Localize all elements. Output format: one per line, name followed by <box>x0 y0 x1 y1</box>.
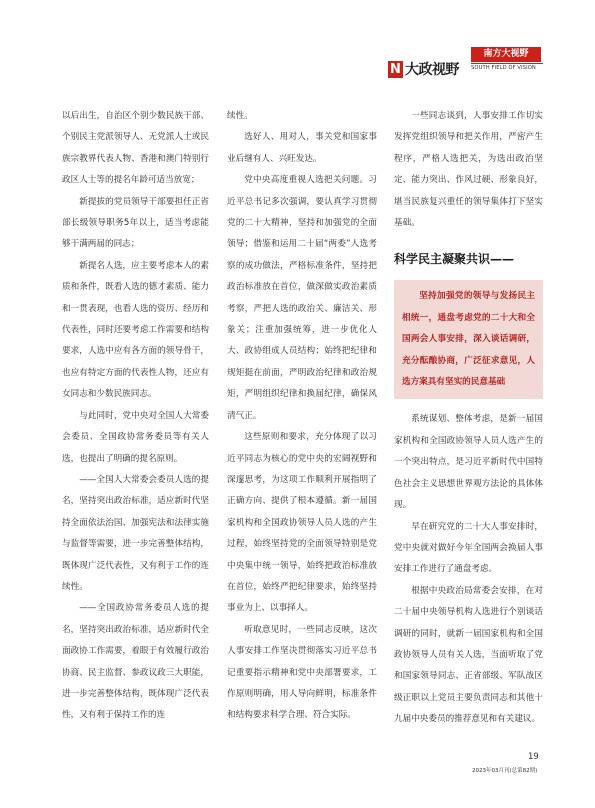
paragraph: 与此同时，党中央对全国人大常委会委员、全国政协常务委员等有关人选，也提出了明确的提名原则。 <box>62 410 209 464</box>
highlight-summary-box <box>394 280 543 399</box>
text-column-2 <box>227 106 377 727</box>
highlight-text: 坚持加强党的领导与发扬民主相统一，通盘考虑党的二十大和全国两会人事安排，深入谈话调研，充分酝酿协商，广泛征求意见，人选方案具有坚实的民意基础 <box>402 291 535 388</box>
paragraph: 新提名人选，应主要考虑本人的素质和条件，既看人选的德才素质、能力和一贯表现，也看人选的资历、经历和代表性，同时还要考虑工作需要和结构要求，人选中应有各方面的领导骨干，也应有特定方面的代表性人物，还应有女同志和少数民族同志。 <box>62 260 209 400</box>
logo-n-icon: N <box>388 61 403 78</box>
paragraph: 选好人、用对人，事关党和国家事业后继有人、兴旺发达。 <box>227 132 377 164</box>
page-number: 19 <box>528 752 539 762</box>
paragraph: 听取意见时，一些同志反映，这次人事安排工作坚决贯彻落实习近平总书记重要指示精神和党中央部署要求，工作原则明确，用人导向鲜明，标准条件和结构要求科学合理、符合实际。 <box>227 624 377 721</box>
paragraph: 以后出生，自治区个别少数民族干部、个别民主党派领导人、无党派人士或民族宗教界代表人物、香港和澳门特别行政区人士等的提名年龄可适当放宽； <box>62 111 209 186</box>
section-heading: 科学民主凝聚共识—— <box>394 252 515 267</box>
paragraph: 党中央高度重视人选把关问题。习近平总书记多次强调，要认真学习贯彻党的二十大精神，坚持和加强党的全面领导；借鉴和运用二十届“两委”人选考察的成功做法，严格标准条件，坚持把政治标准放在首位，做深做实政治素质考察，严把人选的政治关、廉洁关、形象关；注重加强统筹，进一步优化人大、政协组成人员结构；始终把纪律和规矩挺在前面，严明政治纪律和政治规矩，严明组织纪律和换届纪律，确保风清气正。 <box>227 175 377 421</box>
logo-text: 大政视野 <box>405 62 459 78</box>
paragraph: 这些原则和要求，充分体现了以习近平同志为核心的党中央的宏阔视野和深邃思考，为这项工作顺利开展指明了正确方向、提供了根本遵循。新一届国家机构和全国政协领导人员人选的产生过程，始终坚持党的全面领导特别是党中央集中统一领导，始终把政治标准放在首位，始终严把纪律要求，始终坚持事业为上、以事择人。 <box>227 432 377 614</box>
paragraph: 续性。 <box>227 111 253 121</box>
paragraph: 早在研究党的二十大人事安排时，党中央就对做好今年全国两会换届人事安排工作进行了通盘考虑。 <box>394 521 543 575</box>
text-column-3 <box>394 106 543 731</box>
section-subtitle-en: SOUTH FIELD OF VISION <box>471 65 536 71</box>
paragraph: 根据中央政治局常委会安排，在对二十届中央领导机构人选进行个别谈话调研的同时，就新一届国家机构和全国政协领导人员有关人选，当面听取了党和国家领导同志、正省部级、军队战区级正职以上党员主要负责同志和其他十九届中央委员的推荐意见和有关建议。 <box>394 585 543 725</box>
paragraph: 系统谋划、整体考虑，是新一届国家机构和全国政协领导人员人选产生的一个突出特点，是习近平新时代中国特色社会主义思想世界观方法论的具体体现。 <box>394 414 543 511</box>
paragraph: 新提拔的党员领导干部要担任正省部长级领导职务5年以上，适当考虑能够干满两届的同志； <box>62 196 209 250</box>
header-divider <box>471 63 543 64</box>
paragraph: 一些同志谈到，人事安排工作切实发挥党组织领导和把关作用，严密产生程序，严格人选把关，为选出政治坚定、能力突出、作风过硬、形象良好，堪当民族复兴重任的领导集体打下坚实基础。 <box>394 111 543 229</box>
section-badge: 南方大视野 <box>471 47 541 62</box>
issue-info: 2023年03月刊(总第82期) <box>472 768 538 774</box>
paragraph: ——全国人大常委会委员人选的提名，坚持突出政治标准，适应新时代坚持全面依法治国、加强宪法和法律实施与监督等需要，进一步完善整体结构，既体现广泛代表性，又有利于工作的连续性。 <box>62 474 209 592</box>
text-column-1 <box>62 106 209 727</box>
paragraph: ——全国政协常务委员人选的提名，坚持突出政治标准，适应新时代全面政协工作需要，着眼于有效履行政治协商、民主监督、参政议政三大职能，进一步完善整体结构，既体现广泛代表性，又有利于保持工作的连 <box>62 603 209 721</box>
magazine-logo <box>388 58 470 80</box>
